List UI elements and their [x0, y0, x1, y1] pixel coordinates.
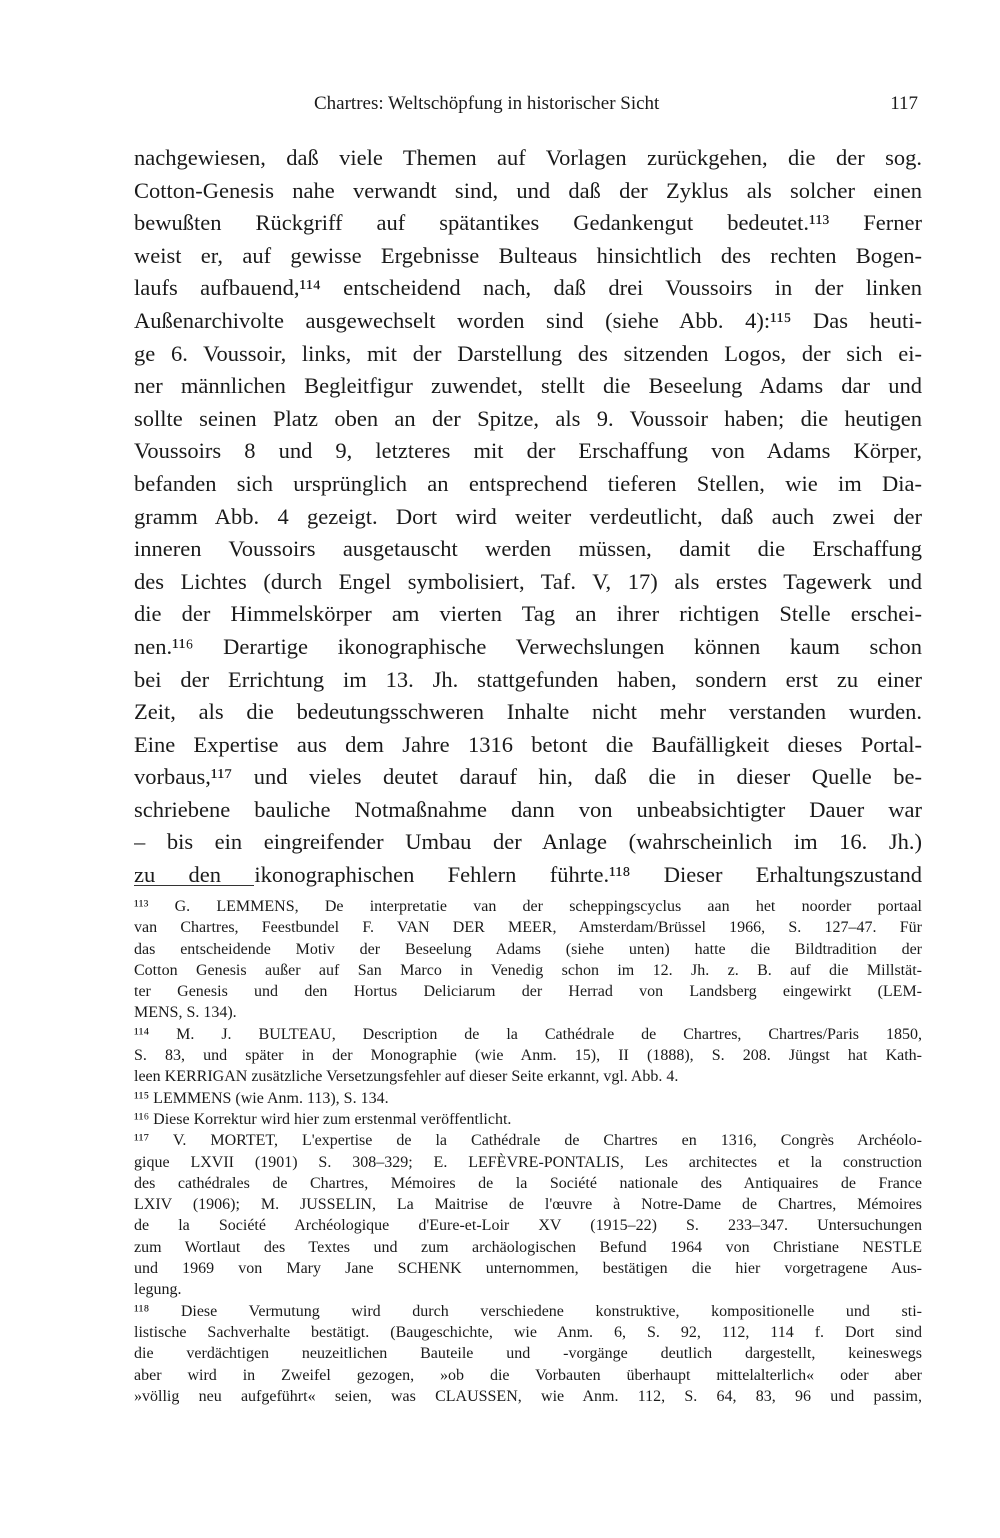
footnote-line: ¹¹⁸ Diese Vermutung wird durch verschiedene konstruktive, kompositionelle und sti-	[134, 1302, 922, 1320]
text-line: nachgewiesen, daß viele Themen auf Vorlagen zurückgehen, die der sog.	[134, 145, 922, 170]
text-line: Cotton-Genesis nahe verwandt sind, und daß der Zyklus als solcher einen	[134, 177, 922, 203]
footnote-line: ¹¹⁵ LEMMENS (wie Anm. 113), S. 134.	[134, 1089, 389, 1107]
running-head	[134, 89, 922, 119]
footnote-line: und 1969 von Mary Jane SCHENK unternommen, bestätigen die hier vorgetragene Aus-	[134, 1260, 922, 1278]
text-line: ner männlichen Begleitfigur zuwendet, stellt die Beseelung Adams dar und	[134, 373, 922, 399]
footnote-line: MENS, S. 134).	[134, 1004, 237, 1022]
text-line: – bis ein eingreifender Umbau der Anlage (wahrscheinlich im 16. Jh.)	[134, 829, 922, 855]
footnote-line: listische Sachverhalte bestätigt. (Baugeschichte, wie Anm. 6, S. 92, 112, 114 f. Dort sind	[134, 1323, 922, 1341]
text-line: Eine Expertise aus dem Jahre 1316 betont die Baufälligkeit dieses Portal-	[134, 731, 922, 757]
footnote-line: S. 83, und später in der Monographie (wie Anm. 15), II (1888), S. 208. Jüngst hat Kath-	[134, 1047, 922, 1065]
page-number: 117	[890, 93, 918, 114]
text-line: gramm Abb. 4 gezeigt. Dort wird weiter verdeutlicht, daß auch zwei der	[134, 503, 922, 529]
footnote-line: leen KERRIGAN zusätzliche Versetzungsfehler auf dieser Seite erkannt, vgl. Abb. 4.	[134, 1068, 679, 1086]
text-line: bei der Errichtung im 13. Jh. stattgefunden haben, sondern erst zu einer	[134, 666, 922, 692]
footnote-line: ter Genesis und den Hortus Deliciarum der Herrad von Landsberg eingewirkt (LEM-	[134, 983, 922, 1001]
footnote-line: »völlig neu aufgeführt« seien, was CLAUSSEN, wie Anm. 112, S. 64, 83, 96 und passim,	[134, 1387, 922, 1405]
footnote-line: legung.	[134, 1281, 182, 1299]
text-line: nen.¹¹⁶ Derartige ikonographische Verwechslungen können kaum schon	[134, 633, 922, 659]
text-line: schriebene bauliche Notmaßnahme dann von unbeabsichtigter Dauer war	[134, 796, 922, 822]
footnote-line: gique LXVII (1901) S. 308–329; E. LEFÈVRE-PONTALIS, Les architectes et la construction	[134, 1153, 922, 1171]
text-line: die der Himmelskörper am vierten Tag an ihrer richtigen Stelle erschei-	[134, 601, 922, 627]
footnote-line: de la Société Archéologique d'Eure-et-Loir XV (1915–22) S. 233–347. Untersuchungen	[134, 1217, 922, 1235]
text-line: vorbaus,¹¹⁷ und vieles deutet darauf hin, daß die in dieser Quelle be-	[134, 764, 922, 790]
footnote-line: das entscheidende Motiv der Beseelung Adams (siehe unten) hatte die Bildtradition der	[134, 940, 922, 958]
text-line: inneren Voussoirs ausgetauscht werden müssen, damit die Erschaffung	[134, 536, 922, 562]
text-line: Außenarchivolte ausgewechselt worden sind (siehe Abb. 4):¹¹⁵ Das heuti-	[134, 307, 922, 333]
footnote-line: aber wird in Zweifel gezogen, »ob die Vorbauten überhaupt mittelalterlich« oder aber	[134, 1366, 922, 1384]
running-title: Chartres: Weltschöpfung in historischer Sicht	[314, 93, 660, 114]
text-line: bewußten Rückgriff auf spätantikes Gedankengut bedeutet.¹¹³ Ferner	[134, 210, 922, 236]
text-line: sollte seinen Platz oben an der Spitze, als 9. Voussoir haben; die heutigen	[134, 405, 922, 431]
footnote-line: ¹¹³ G. LEMMENS, De interpretatie van der scheppingscyclus aan het noorder portaal	[134, 898, 922, 915]
footnote-line: van Chartres, Feestbundel F. VAN DER MEER, Amsterdam/Brüssel 1966, S. 127–47. Für	[134, 919, 922, 937]
footnote-line: LXIV (1906); M. JUSSELIN, La Maitrise de l'œuvre à Notre-Dame de Chartres, Mémoires	[134, 1196, 922, 1214]
text-line: zu den ikonographischen Fehlern führte.¹¹⁸ Dieser Erhaltungszustand	[134, 862, 922, 888]
footnote-line: des cathédrales de Chartres, Mémoires de la Société nationale des Antiquaires de France	[134, 1174, 922, 1192]
text-line: Zeit, als die bedeutungsschweren Inhalte nicht mehr verstanden wurden.	[134, 699, 922, 725]
text-line: ge 6. Voussoir, links, mit der Darstellung des sitzenden Logos, der sich ei-	[134, 340, 922, 366]
footnote-line: ¹¹⁷ V. MORTET, L'expertise de la Cathédrale de Chartres en 1316, Congrès Archéolo-	[134, 1132, 922, 1150]
text-line: befanden sich ursprünglich an entsprechend tieferen Stellen, wie im Dia-	[134, 470, 922, 496]
text-line: laufs aufbauend,¹¹⁴ entscheidend nach, daß drei Voussoirs in der linken	[134, 275, 922, 301]
footnote-line: ¹¹⁶ Diese Korrektur wird hier zum erstenmal veröffentlicht.	[134, 1110, 512, 1128]
footnote-line: zum Wortlaut des Textes und zum archäologischen Befund 1964 von Christiane NESTLE	[134, 1238, 922, 1256]
footnotes	[134, 896, 922, 1407]
text-line: Voussoirs 8 und 9, letzteres mit der Erschaffung von Adams Körper,	[134, 438, 922, 464]
text-line: des Lichtes (durch Engel symbolisiert, Taf. V, 17) als erstes Tagewerk und	[134, 568, 922, 594]
footnote-line: die verdächtigen neuzeitlichen Bauteile und -vorgänge deutlich dargestellt, keineswegs	[134, 1345, 922, 1363]
footnote-separator	[134, 885, 254, 886]
footnote-line: Cotton Genesis außer auf San Marco in Venedig schon im 12. Jh. z. B. auf die Millstät-	[134, 961, 922, 979]
main-text	[134, 142, 922, 892]
footnote-line: ¹¹⁴ M. J. BULTEAU, Description de la Cathédrale de Chartres, Chartres/Paris 1850,	[134, 1025, 922, 1043]
text-line: weist er, auf gewisse Ergebnisse Bulteaus hinsichtlich des rechten Bogen-	[134, 242, 922, 268]
